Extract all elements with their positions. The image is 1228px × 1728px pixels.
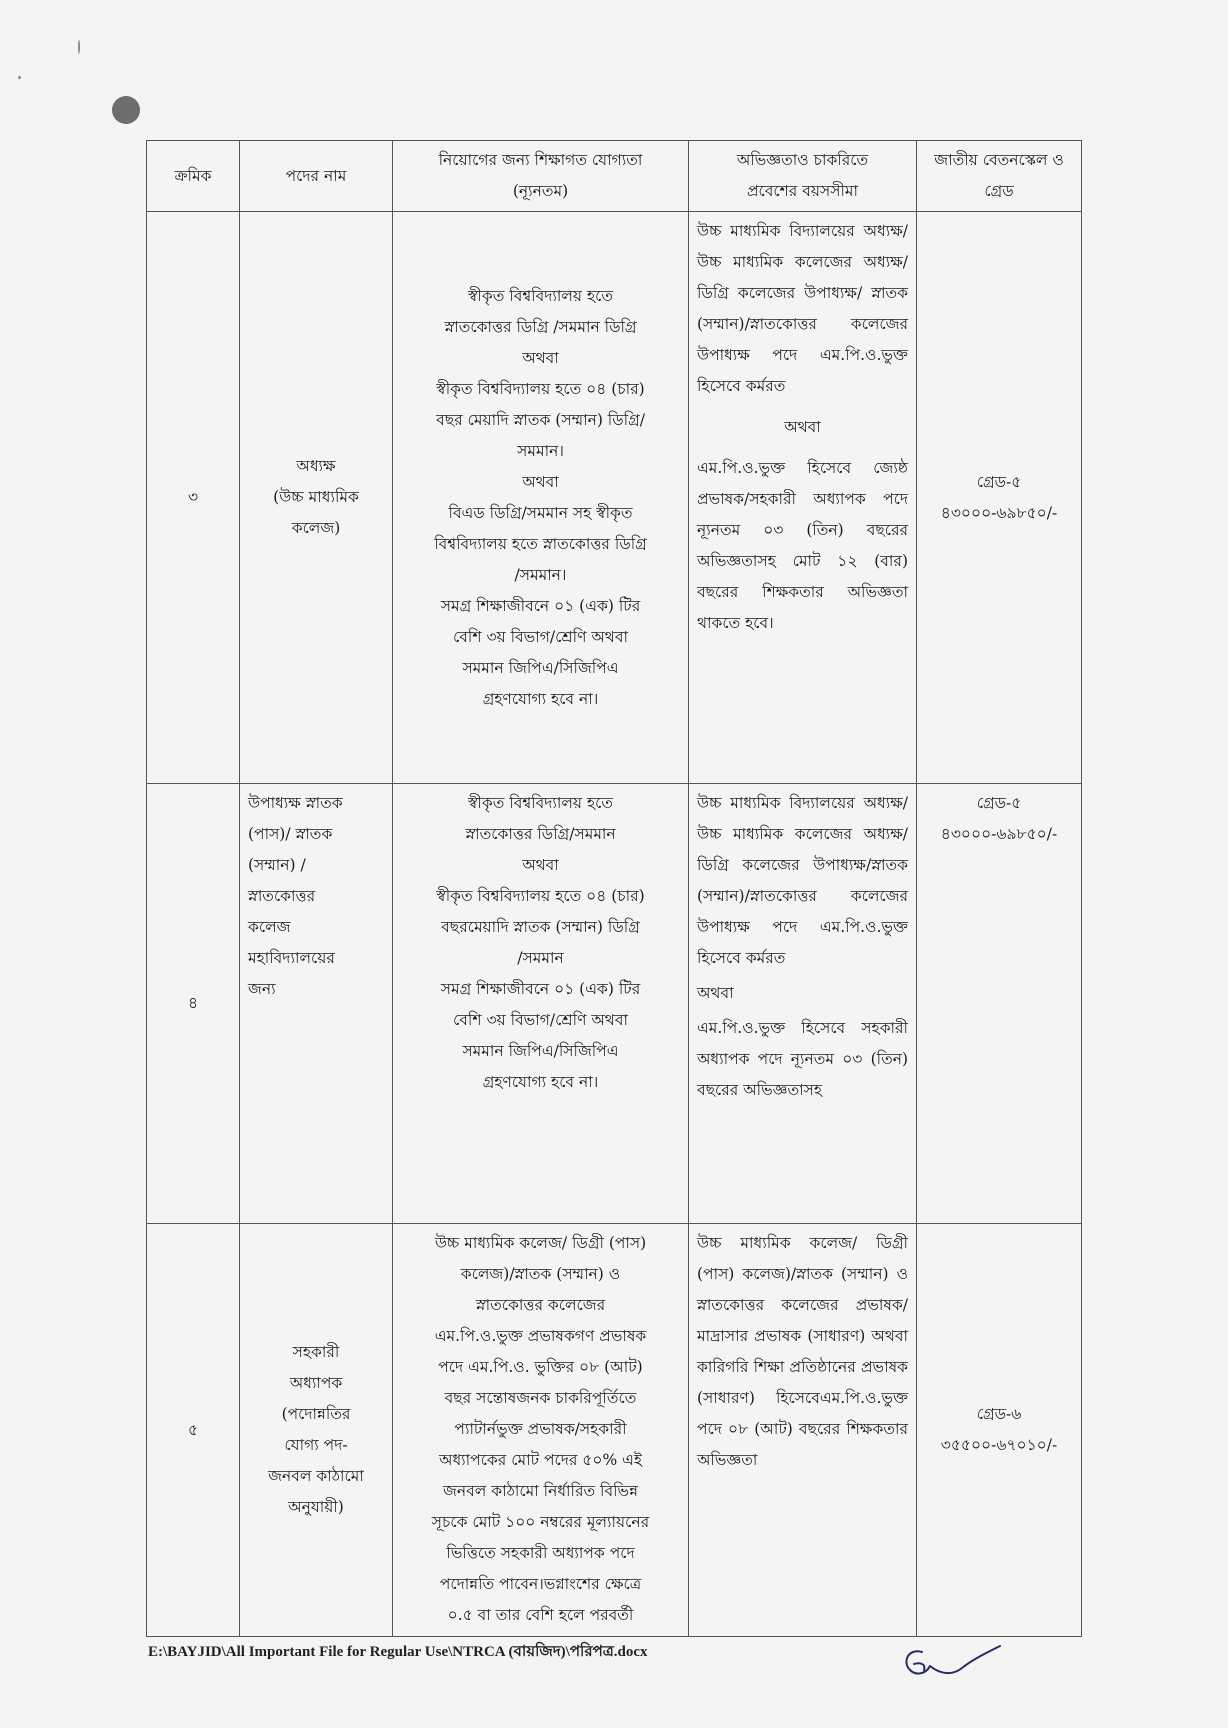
edu-line: গ্রহণযোগ্য হবে না।: [482, 689, 599, 708]
grade-cell: [917, 212, 1082, 784]
grade-cell: [917, 784, 1082, 1224]
table-row: [147, 212, 1082, 784]
edu-line: গ্রহণযোগ্য হবে না।: [482, 1073, 599, 1091]
education-cell: [393, 212, 689, 784]
exp-or: অথবা: [784, 418, 821, 436]
post-line: কলেজ): [291, 519, 341, 537]
edu-line: বিএড ডিগ্রি/সমমান সহ স্বীকৃত: [448, 503, 633, 522]
edu-line: স্বীকৃত বিশ্ববিদ্যালয় হতে ০৪ (চার): [436, 379, 645, 398]
edu-line: সমমান জিপিএ/সিজিপিএ: [462, 1042, 619, 1060]
post-cell: [240, 784, 393, 1224]
serial-cell: ৫: [147, 1224, 240, 1637]
header-education-line: নিয়োগের জন্য শিক্ষাগত যোগ্যতা: [438, 151, 643, 169]
post-line: মহাবিদ্যালয়ের: [248, 949, 335, 967]
edu-line: স্বীকৃত বিশ্ববিদ্যালয় হতে: [468, 794, 613, 812]
post-line: (পাস)/ স্নাতক: [248, 825, 333, 843]
edu-line: অধ্যাপকের মোট পদের ৫০% এই: [439, 1451, 642, 1469]
exp-or: অথবা: [697, 984, 734, 1002]
post-line: সহকারী: [292, 1343, 340, 1361]
experience-cell: [689, 212, 917, 784]
experience-cell: [689, 1224, 917, 1637]
post-line: স্নাতকোত্তর: [248, 887, 316, 905]
header-education-line: (ন্যূনতম): [512, 182, 569, 200]
exp-paragraph: উচ্চ মাধ্যমিক বিদ্যালয়ের অধ্যক্ষ/উচ্চ মাধ্যমিক কলেজের অধ্যক্ষ/ডিগ্রি কলেজের উপাধ্যক্ষ/স্নাতক (সম্মান)/স্নাতকোত্তর কলেজের উপাধ্যক্ষ পদে এম.পি.ও.ভুক্ত হিসেবে কর্মরত: [697, 794, 908, 967]
pay-scale: ৩৫৫০০-৬৭০১০/-: [940, 1436, 1058, 1454]
serial-cell: ৩: [147, 212, 240, 784]
edu-line: সমগ্র শিক্ষাজীবনে ০১ (এক) টির: [440, 596, 641, 615]
edu-line: স্নাতকোত্তর ডিগ্রি /সমমান ডিগ্রি: [444, 317, 637, 336]
recruitment-table: [146, 140, 1082, 1637]
post-line: (উচ্চ মাধ্যমিক: [273, 488, 359, 506]
post-line: অনুযায়ী): [288, 1498, 344, 1516]
post-line: যোগ্য পদ-: [284, 1436, 348, 1454]
edu-line: অথবা: [522, 856, 559, 874]
scan-speck: [78, 40, 80, 54]
file-path-footer: E:\BAYJID\All Important File for Regular Use\NTRCA (বায়জিদ)\পরিপত্র.docx: [148, 1644, 648, 1660]
edu-line: বছর মেয়াদি স্নাতক (সম্মান) ডিগ্রি/: [436, 410, 645, 429]
edu-line: স্নাতকোত্তর ডিগ্রি/সমমান: [465, 825, 616, 843]
post-line: অধ্যাপক: [289, 1374, 343, 1392]
edu-line: স্নাতকোত্তর কলেজের: [475, 1296, 606, 1314]
punch-hole-mark: [112, 96, 140, 124]
header-experience: [689, 141, 917, 212]
exp-paragraph: উচ্চ মাধ্যমিক কলেজ/ ডিগ্রী (পাস) কলেজ)/স্নাতক (সম্মান) ও স্নাতকোত্তর কলেজের প্রভাষক/মাদ্রাসার প্রভাষক (সাধারণ) অথবা কারিগরি শিক্ষা প্রতিষ্ঠানের প্রভাষক (সাধারণ) হিসেবেএম.পি.ও.ভুক্ত পদে ০৮ (আট) বছরের শিক্ষকতার অভিজ্ঞতা: [697, 1234, 908, 1469]
post-cell: [240, 212, 393, 784]
edu-line: বেশি ৩য় বিভাগ/শ্রেণি অথবা: [453, 627, 628, 646]
edu-line: ভিত্তিতে সহকারী অধ্যাপক পদে: [446, 1544, 635, 1562]
header-education: [393, 141, 689, 212]
edu-line: এম.পি.ও.ভুক্ত প্রভাষকগণ প্রভাষক: [434, 1327, 647, 1345]
edu-line: বছর সন্তোষজনক চাকরিপূর্তিতে: [444, 1389, 637, 1407]
edu-line: অথবা: [522, 472, 559, 491]
header-grade: [917, 141, 1082, 212]
edu-line: প্যাটার্নভুক্ত প্রভাষক/সহকারী: [454, 1420, 627, 1438]
grade-label: গ্রেড-৬: [976, 1405, 1022, 1423]
post-cell: [240, 1224, 393, 1637]
table-header-row: [147, 141, 1082, 212]
grade-label: গ্রেড-৫: [976, 472, 1022, 491]
edu-line: সমগ্র শিক্ষাজীবনে ০১ (এক) টির: [440, 980, 641, 998]
handwritten-initials-icon: [900, 1640, 1010, 1690]
education-cell: [393, 784, 689, 1224]
header-experience-line: অভিজ্ঞতাও চাকরিতে: [736, 151, 869, 169]
edu-line: ০.৫ বা তার বেশি হলে পরবর্তী: [447, 1606, 634, 1624]
table-row: [147, 1224, 1082, 1637]
edu-line: সূচকে মোট ১০০ নম্বরের মূল্যায়নের: [431, 1513, 650, 1531]
edu-line: স্বীকৃত বিশ্ববিদ্যালয় হতে ০৪ (চার): [436, 887, 645, 905]
exp-paragraph: এম.পি.ও.ভুক্ত হিসেবে সহকারী অধ্যাপক পদে ন্যূনতম ০৩ (তিন) বছরের অভিজ্ঞতাসহ: [697, 1019, 908, 1099]
header-grade-line: জাতীয় বেতনস্কেল ও: [934, 151, 1064, 169]
edu-line: পদে এম.পি.ও. ভুক্তির ০৮ (আট): [438, 1358, 643, 1376]
scan-speck: [18, 76, 21, 79]
header-serial: ক্রমিক: [147, 141, 240, 212]
edu-line: পদোন্নতি পাবেন।ভগ্নাংশের ক্ষেত্রে: [439, 1575, 642, 1593]
post-line: উপাধ্যক্ষ স্নাতক: [248, 794, 343, 812]
grade-cell: [917, 1224, 1082, 1637]
post-line: জন্য: [248, 980, 276, 998]
header-grade-line: গ্রেড: [984, 182, 1014, 200]
pay-scale: ৪৩০০০-৬৯৮৫০/-: [940, 503, 1058, 522]
edu-line: কলেজ)/স্নাতক (সম্মান) ও: [460, 1265, 621, 1283]
serial-cell: ৪: [147, 784, 240, 1224]
experience-cell: [689, 784, 917, 1224]
post-line: (সম্মান) /: [248, 856, 306, 874]
post-line: (পদোন্নতির: [281, 1405, 351, 1423]
header-experience-line: প্রবেশের বয়সসীমা: [746, 182, 859, 200]
edu-line: /সমমান: [517, 949, 564, 967]
exp-paragraph: এম.পি.ও.ভুক্ত হিসেবে জ্যেষ্ঠ প্রভাষক/সহকারী অধ্যাপক পদে ন্যূনতম ০৩ (তিন) বছরের অভিজ্ঞতাসহ মোট ১২ (বার) বছরের শিক্ষকতার অভিজ্ঞতা থাকতে হবে।: [697, 459, 908, 632]
edu-line: স্বীকৃত বিশ্ববিদ্যালয় হতে: [468, 286, 613, 305]
edu-line: অথবা: [522, 348, 559, 367]
edu-line: জনবল কাঠামো নির্ধারিত বিভিন্ন: [443, 1482, 638, 1500]
grade-label: গ্রেড-৫: [976, 794, 1022, 812]
table-row: [147, 784, 1082, 1224]
education-cell: [393, 1224, 689, 1637]
post-line: অধ্যক্ষ: [296, 457, 336, 475]
edu-line: সমমান জিপিএ/সিজিপিএ: [462, 658, 619, 677]
pay-scale: ৪৩০০০-৬৯৮৫০/-: [940, 825, 1058, 843]
edu-line: বিশ্ববিদ্যালয় হতে স্নাতকোত্তর ডিগ্রি: [434, 534, 647, 553]
edu-line: উচ্চ মাধ্যমিক কলেজ/ ডিগ্রী (পাস): [434, 1234, 647, 1252]
post-line: জনবল কাঠামো: [268, 1467, 364, 1485]
header-post: পদের নাম: [240, 141, 393, 212]
post-line: কলেজ: [248, 918, 291, 936]
edu-line: বছরমেয়াদি স্নাতক (সম্মান) ডিগ্রি: [441, 918, 640, 936]
edu-line: বেশি ৩য় বিভাগ/শ্রেণি অথবা: [453, 1011, 628, 1029]
edu-line: সমমান।: [517, 441, 564, 460]
exp-paragraph: উচ্চ মাধ্যমিক বিদ্যালয়ের অধ্যক্ষ/উচ্চ মাধ্যমিক কলেজের অধ্যক্ষ/ডিগ্রি কলেজের উপাধ্যক্ষ/ স্নাতক (সম্মান)/স্নাতকোত্তর কলেজের উপাধ্যক্ষ পদে এম.পি.ও.ভুক্ত হিসেবে কর্মরত: [697, 222, 908, 395]
edu-line: /সমমান।: [514, 565, 567, 584]
